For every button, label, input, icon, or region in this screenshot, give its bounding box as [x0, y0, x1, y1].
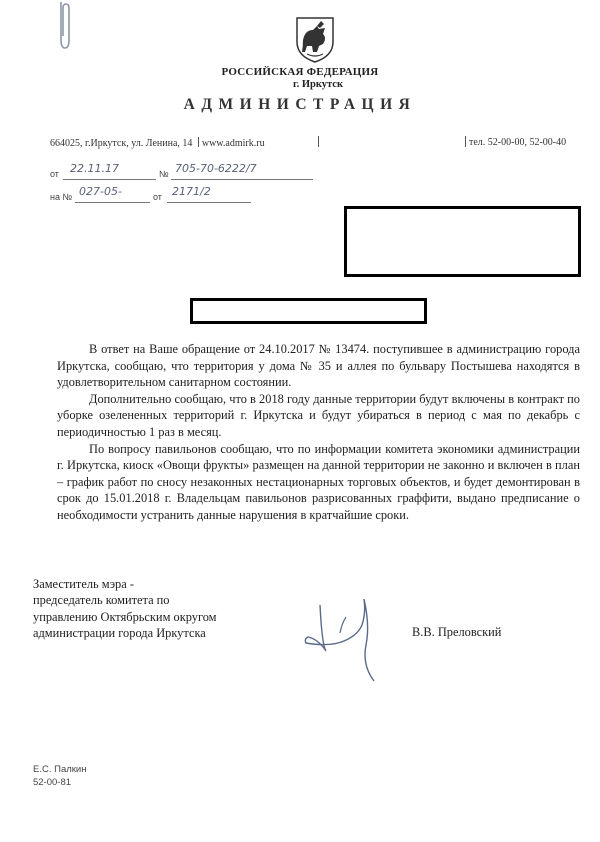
signatory-line: председатель комитета по	[33, 593, 170, 608]
signatory-name: В.В. Преловский	[412, 625, 502, 639]
irkutsk-coat-of-arms-icon	[293, 12, 337, 64]
letter-body	[57, 341, 580, 524]
country-name: РОССИЙСКАЯ ФЕДЕРАЦИЯ	[221, 66, 379, 78]
body-paragraph: В ответ на Ваше обращение от 24.10.2017 № 13474. поступившее в администрацию города Иркутска, сообщаю, что территория у дома № 35 и аллея по бульвару Постышева находятся в удовлетворительном санитарном состоянии.	[57, 342, 580, 390]
outgoing-number-label: №	[159, 169, 169, 179]
address-line	[50, 137, 265, 149]
outgoing-date-value: 22.11.17	[70, 162, 119, 175]
executor-name: Е.С. Палкин	[33, 764, 87, 775]
redacted-salutation	[190, 298, 427, 324]
outgoing-date-label: от	[50, 169, 59, 179]
incoming-date-label: от	[153, 192, 162, 202]
body-paragraph: Дополнительно сообщаю, что в 2018 году данные территории будут включены в контракт по уборке озелененных территорий г. Иркутска и будут убираться в период с мая по декабрь с периодичностью 1 раз в месяц.	[57, 391, 580, 439]
handwritten-signature	[300, 585, 380, 685]
divider	[318, 136, 319, 147]
address-text: 664025, г.Иркутск, ул. Ленина, 14	[50, 138, 193, 149]
phone-numbers: тел. 52-00-00, 52-00-40	[469, 137, 567, 148]
executor-info	[33, 763, 86, 789]
city-name: г. Иркутск	[293, 79, 343, 90]
incoming-date-value: 2171/2	[172, 185, 211, 198]
outgoing-number-value: 705-70-6222/7	[175, 162, 257, 175]
signatory-position	[33, 576, 217, 642]
redacted-addressee	[344, 206, 581, 277]
executor-phone: 52-00-81	[33, 777, 72, 788]
incoming-ref-value: 027-05-	[79, 185, 122, 198]
page-title: АДМИНИСТРАЦИЯ	[183, 96, 417, 113]
body-paragraph: По вопросу павильонов сообщаю, что по информации комитета экономики администрации г. Иркутска, киоск «Овощи фрукты» размещен на данной территории не законно и включен в план – график работ по сносу незаконных нестационарных торговых объектов, и будет демонтирован в срок до 15.01.2018 г. Владельцам павильонов разрисованных граффити, выдано предписание о необходимости устранить данные нарушения в кратчайшие сроки.	[57, 441, 580, 522]
signatory-line: управлению Октябрьским округом	[33, 609, 217, 624]
incoming-ref-label: на №	[50, 192, 73, 202]
divider	[465, 136, 466, 147]
paper-clip-icon	[56, 0, 74, 52]
website-link[interactable]: www.admirk.ru	[201, 138, 265, 149]
signatory-line: администрации города Иркутска	[33, 626, 206, 641]
signatory-line: Заместитель мэра -	[33, 577, 134, 591]
divider	[198, 137, 199, 147]
